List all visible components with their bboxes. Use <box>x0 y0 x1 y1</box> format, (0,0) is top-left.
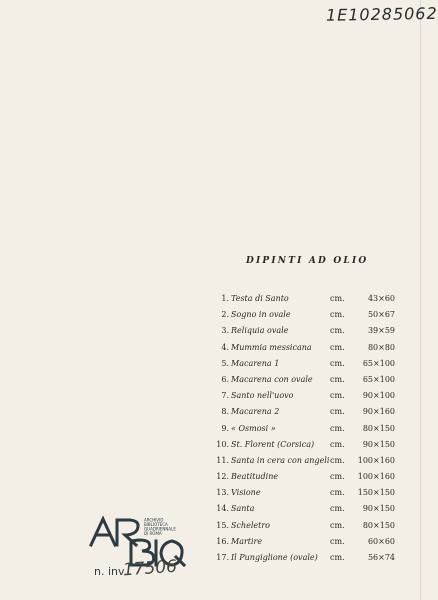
painting-title: Mummia messicana <box>231 342 312 352</box>
painting-row-5 <box>213 356 393 372</box>
painting-title: Santa in cera con angeli <box>231 455 330 465</box>
painting-unit: cm. <box>330 439 345 449</box>
painting-title: Visione <box>231 488 261 498</box>
painting-title: Il Pungiglione (ovale) <box>231 553 318 562</box>
painting-title: Testa di Santo <box>231 294 289 303</box>
painting-unit: cm. <box>330 504 345 514</box>
painting-title: Scheletro <box>231 520 270 530</box>
painting-number: 6. <box>221 374 229 384</box>
painting-number: 15. <box>216 520 229 530</box>
painting-size: 65×100 <box>362 358 395 368</box>
section-title: DIPINTI AD OLIO <box>246 256 369 266</box>
painting-row-16 <box>213 534 393 550</box>
painting-size: 90×150 <box>362 504 395 514</box>
painting-number: 7. <box>221 391 229 401</box>
painting-size: 56×74 <box>367 553 395 562</box>
painting-title: Reliquia ovale <box>231 326 289 336</box>
stamp-line-2: BIBLIOTECA <box>144 522 168 527</box>
painting-title: Macarena 2 <box>231 407 280 417</box>
painting-unit: cm. <box>330 358 345 368</box>
painting-title: Santo nell'uovo <box>231 391 294 401</box>
painting-number: 8. <box>221 407 229 417</box>
painting-size: 50×67 <box>367 310 395 320</box>
stamp-line-1: ARCHIVIO <box>144 517 164 523</box>
painting-title: Sogno in ovale <box>231 310 291 320</box>
painting-row-1 <box>213 291 393 307</box>
painting-row-8 <box>213 404 393 420</box>
painting-size: 39×59 <box>367 326 395 336</box>
painting-number: 10. <box>216 439 229 449</box>
painting-title: Macarena 1 <box>231 358 280 368</box>
painting-size: 100×160 <box>357 455 395 465</box>
painting-number: 11. <box>216 455 229 465</box>
painting-size: 90×150 <box>362 439 395 449</box>
inventory-number: 17506 <box>122 556 178 581</box>
painting-size: 80×80 <box>367 342 395 352</box>
painting-unit: cm. <box>330 488 345 498</box>
painting-title: Beatitudine <box>231 472 279 482</box>
inventory-label: n. inv. <box>94 565 128 578</box>
painting-size: 65×100 <box>362 374 395 384</box>
painting-number: 3. <box>221 326 229 336</box>
painting-row-15 <box>213 518 393 534</box>
painting-list <box>213 291 393 566</box>
painting-size: 80×150 <box>362 423 395 433</box>
painting-row-11 <box>213 453 393 469</box>
painting-unit: cm. <box>330 294 345 303</box>
painting-size: 60×60 <box>367 536 395 546</box>
painting-row-6 <box>213 372 393 388</box>
painting-number: 4. <box>221 342 229 352</box>
painting-number: 9. <box>221 423 229 433</box>
painting-size: 80×150 <box>362 520 395 530</box>
painting-row-2 <box>213 307 393 323</box>
painting-number: 14. <box>216 504 229 514</box>
painting-unit: cm. <box>330 553 345 562</box>
painting-title: « Osmosi » <box>231 423 276 433</box>
catalog-id: 1E10285062 <box>325 3 438 25</box>
painting-row-10 <box>213 437 393 453</box>
painting-title: St. Florent (Corsica) <box>231 439 315 449</box>
painting-title: Martire <box>231 536 263 546</box>
painting-number: 1. <box>221 294 229 303</box>
painting-title: Macarena con ovale <box>231 374 313 384</box>
painting-unit: cm. <box>330 536 345 546</box>
painting-unit: cm. <box>330 472 345 482</box>
painting-unit: cm. <box>330 423 345 433</box>
painting-unit: cm. <box>330 520 345 530</box>
painting-number: 16. <box>216 536 229 546</box>
painting-number: 5. <box>221 358 229 368</box>
painting-row-7 <box>213 388 393 404</box>
painting-number: 17. <box>216 553 229 562</box>
painting-size: 90×100 <box>362 391 395 401</box>
painting-unit: cm. <box>330 374 345 384</box>
painting-row-14 <box>213 501 393 517</box>
stamp-line-3: QUADRIENNALE <box>144 526 176 532</box>
painting-unit: cm. <box>330 407 345 417</box>
painting-row-12 <box>213 469 393 485</box>
painting-size: 90×160 <box>362 407 395 417</box>
painting-unit: cm. <box>330 342 345 352</box>
painting-number: 2. <box>221 310 229 320</box>
painting-row-9 <box>213 421 393 437</box>
painting-row-13 <box>213 485 393 501</box>
painting-size: 150×150 <box>357 488 395 498</box>
painting-number: 12. <box>216 472 229 482</box>
painting-row-4 <box>213 340 393 356</box>
painting-title: Santa <box>231 504 255 514</box>
painting-size: 100×160 <box>357 472 395 482</box>
painting-row-17 <box>213 550 393 566</box>
painting-row-3 <box>213 323 393 339</box>
painting-size: 43×60 <box>367 294 395 303</box>
painting-number: 13. <box>216 488 229 498</box>
painting-unit: cm. <box>330 326 345 336</box>
painting-unit: cm. <box>330 310 345 320</box>
painting-unit: cm. <box>330 391 345 401</box>
archive-stamp <box>86 514 186 586</box>
stamp-line-4: DI ROMA <box>144 531 162 536</box>
painting-unit: cm. <box>330 455 345 465</box>
